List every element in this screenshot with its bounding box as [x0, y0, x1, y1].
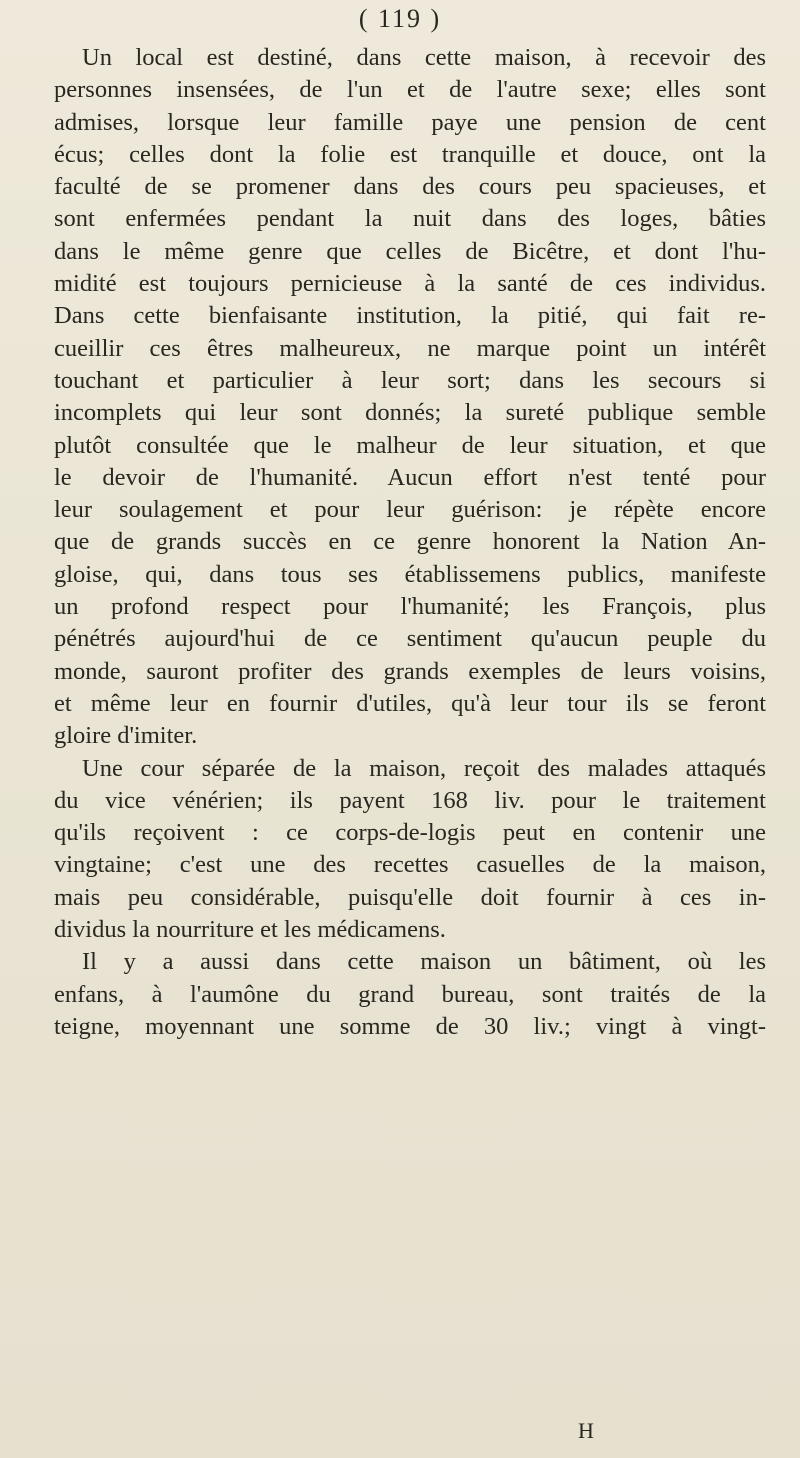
- text-line: vingtaine; c'est une des recettes casuelles de la maison,: [54, 851, 766, 879]
- text-line: et même leur en fournir d'utiles, qu'à leur tour ils se feront: [54, 689, 766, 717]
- text-line: du vice vénérien; ils payent 168 liv. pour le traitement: [54, 786, 766, 814]
- text-line: admises, lorsque leur famille paye une pension de cent: [54, 108, 766, 136]
- text-line: faculté de se promener dans des cours peu spacieuses, et: [54, 173, 766, 201]
- text-line: écus; celles dont la folie est tranquille et douce, ont la: [54, 140, 766, 168]
- text-line: le devoir de l'humanité. Aucun effort n'est tenté pour: [54, 463, 766, 491]
- text-line: incomplets qui leur sont donnés; la sureté publique semble: [54, 399, 766, 427]
- text-line: qu'ils reçoivent : ce corps-de-logis peut en contenir une: [54, 819, 766, 847]
- catchword: H: [578, 1418, 594, 1443]
- body-text: [54, 42, 766, 1043]
- text-line: Dans cette bienfaisante institution, la pitié, qui fait re-: [54, 302, 766, 330]
- text-line: personnes insensées, de l'un et de l'autre sexe; elles sont: [54, 76, 766, 104]
- text-line: sont enfermées pendant la nuit dans des loges, bâties: [54, 205, 766, 233]
- text-line: enfans, à l'aumône du grand bureau, sont traités de la: [54, 980, 766, 1008]
- text-line: leur soulagement et pour leur guérison: je répète encore: [54, 496, 766, 524]
- text-line: monde, sauront profiter des grands exemples de leurs voisins,: [54, 657, 766, 685]
- text-line: dans le même genre que celles de Bicêtre, et dont l'hu-: [54, 237, 766, 265]
- text-line: Un local est destiné, dans cette maison, à recevoir des: [82, 44, 766, 71]
- text-line: Une cour séparée de la maison, reçoit des malades attaqués: [82, 754, 766, 782]
- text-line: plutôt consultée que le malheur de leur situation, et que: [54, 431, 766, 459]
- text-line: gloire d'imiter.: [54, 722, 198, 750]
- text-line: que de grands succès en ce genre honorent la Nation An-: [54, 528, 766, 556]
- text-line: midité est toujours pernicieuse à la santé de ces individus.: [54, 270, 766, 298]
- text-line: mais peu considérable, puisqu'elle doit fournir à ces in-: [54, 883, 766, 911]
- text-line: teigne, moyennant une somme de 30 liv.; vingt à vingt-: [54, 1012, 766, 1040]
- text-line: gloise, qui, dans tous ses établissemens publics, manifeste: [54, 560, 766, 588]
- text-line: pénétrés aujourd'hui de ce sentiment qu'aucun peuple du: [54, 625, 766, 653]
- page-number: ( 119 ): [358, 4, 442, 33]
- text-line: dividus la nourriture et les médicamens.: [54, 916, 446, 944]
- text-line: un profond respect pour l'humanité; les François, plus: [54, 593, 766, 621]
- text-line: touchant et particulier à leur sort; dans les secours si: [54, 366, 766, 394]
- text-line: Il y a aussi dans cette maison un bâtiment, où les: [82, 948, 766, 976]
- text-line: cueillir ces êtres malheureux, ne marque point un intérêt: [54, 334, 766, 362]
